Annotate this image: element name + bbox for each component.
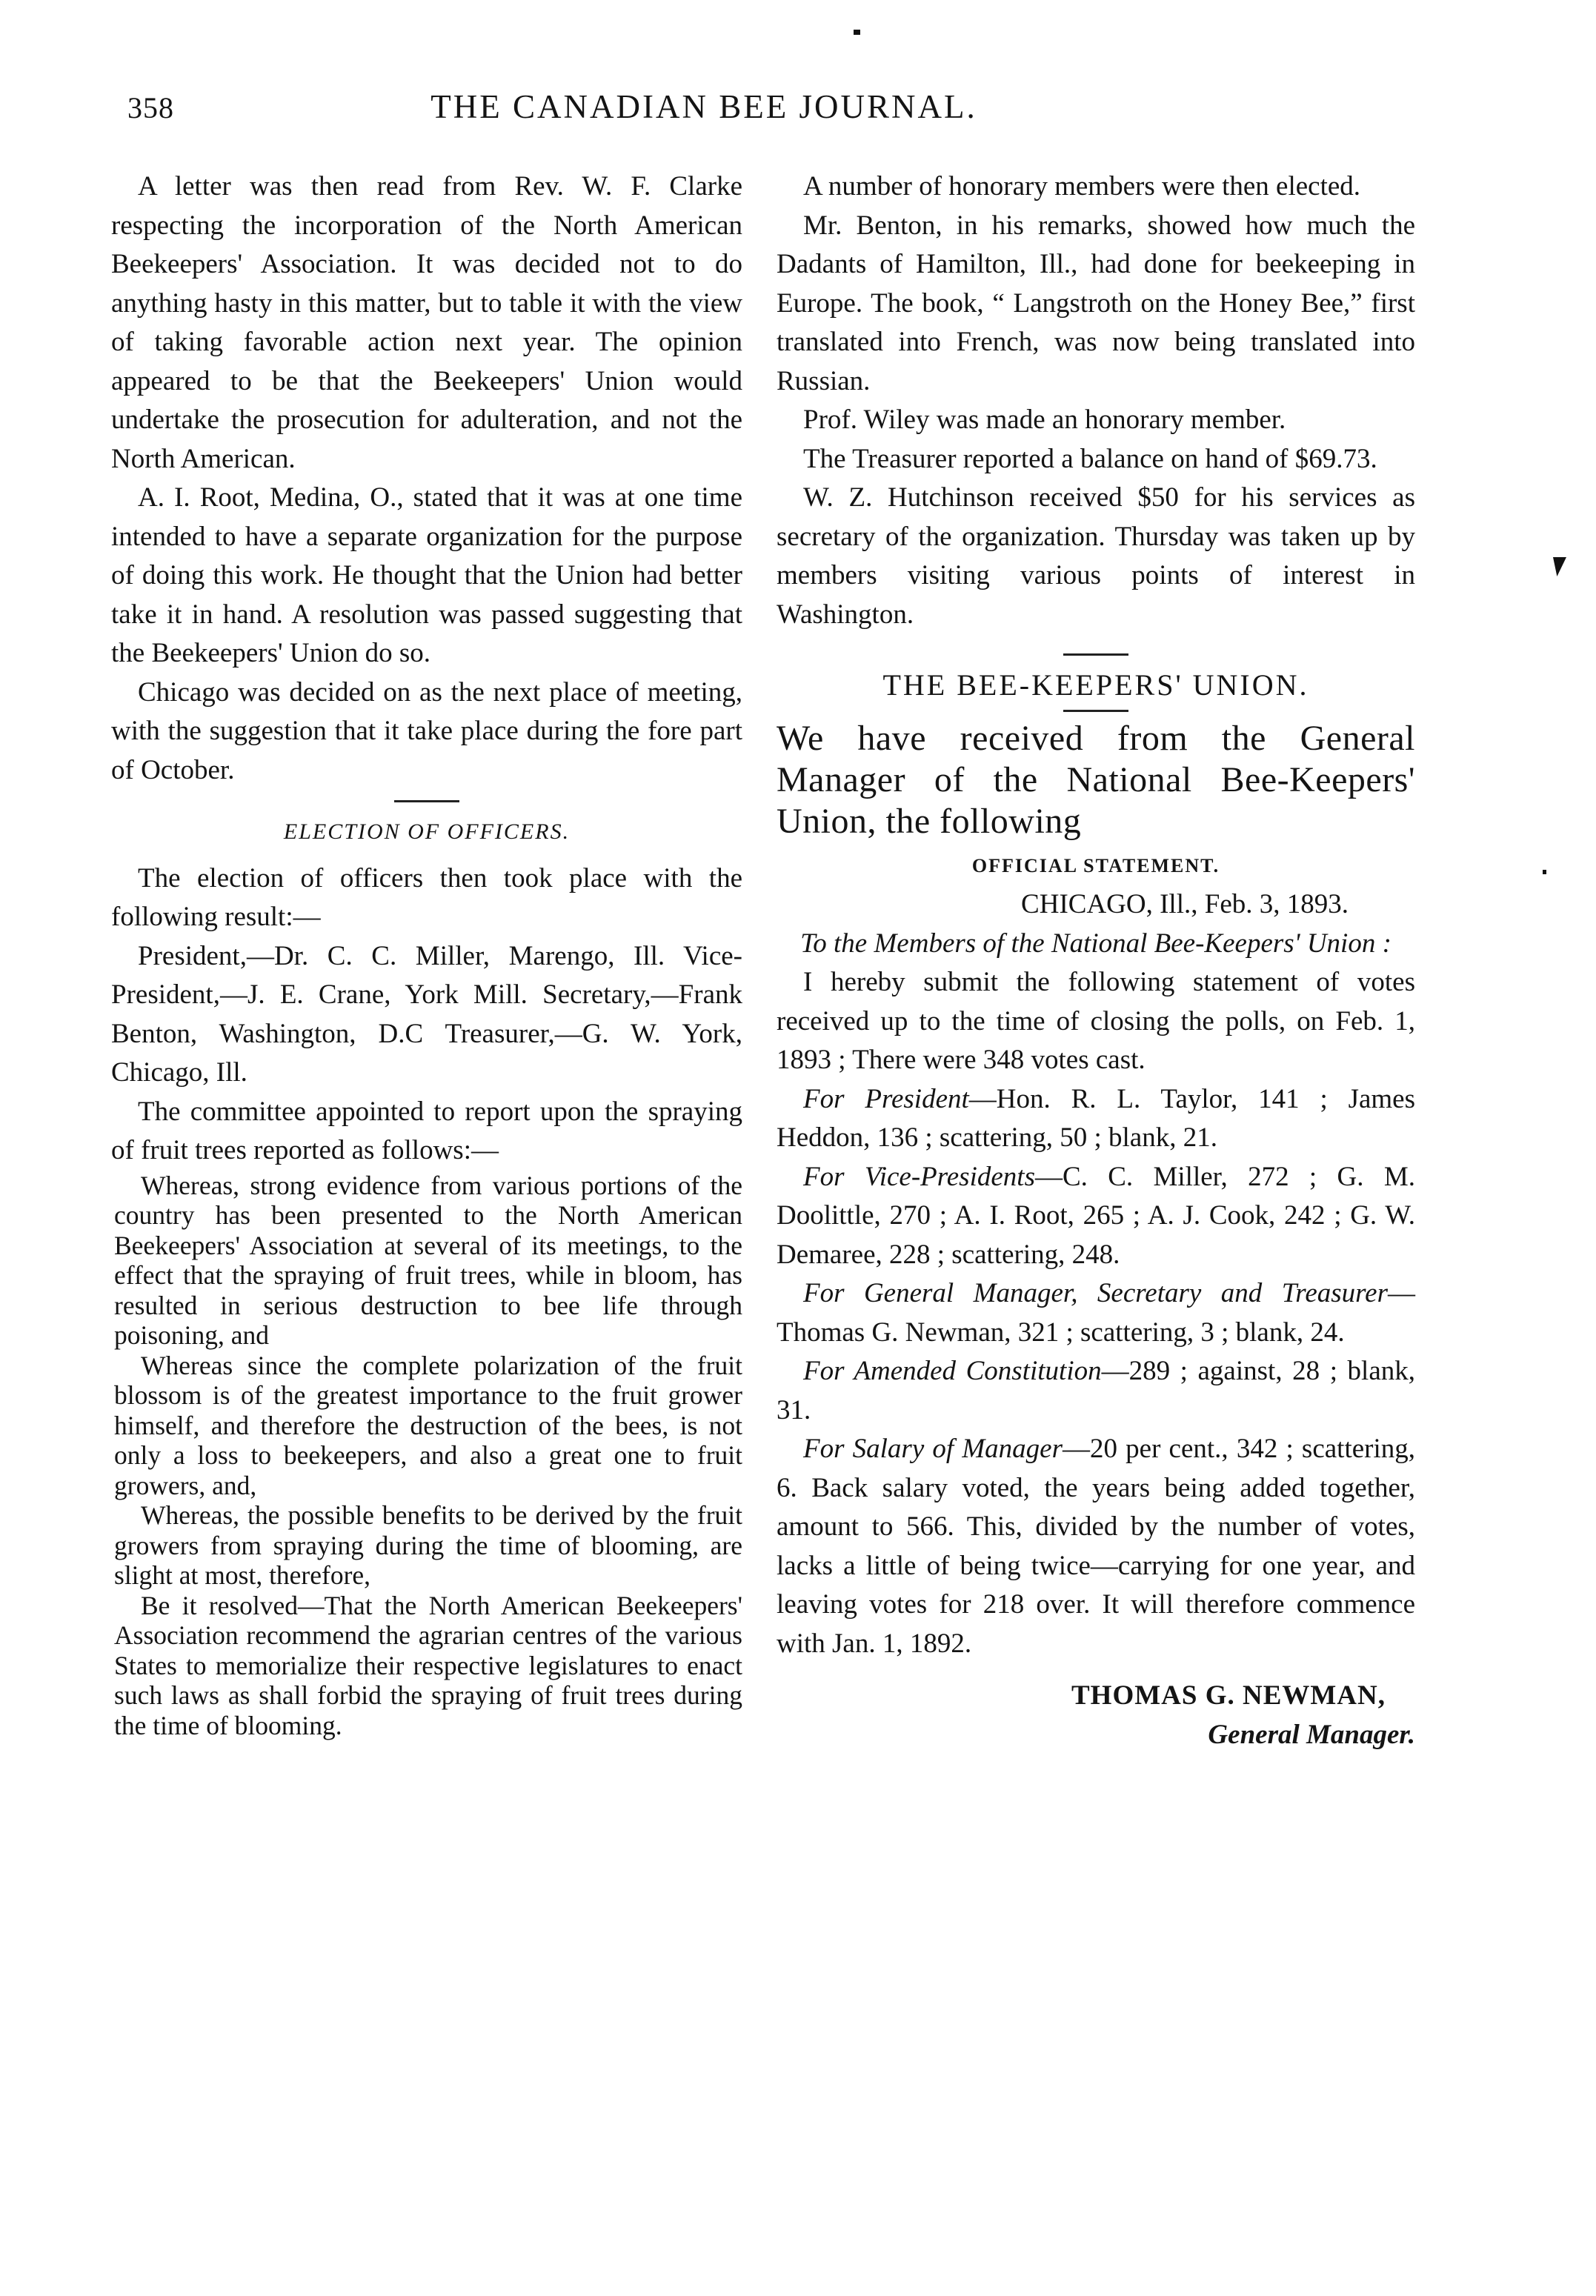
page-number: 358	[127, 91, 174, 124]
ink-speck	[854, 30, 860, 35]
vote-label: For President	[803, 1083, 969, 1114]
paragraph-treasurer: The Treasurer reported a balance on hand of $69.73.	[803, 443, 1377, 474]
paragraph-honorary-members: A number of honorary members were then elected.	[803, 171, 1361, 202]
union-intro: We have received from the General Manager of the National Bee-Keepers' Union, the following	[777, 718, 1415, 841]
vote-results: —Hon. R. L. Taylor, 141 ; James Heddon, 136 ; scattering, 50 ; blank, 21.	[777, 1083, 1416, 1153]
statement-salutation: To the Members of the National Bee-Keepers' Union :	[800, 928, 1391, 959]
section-divider	[394, 800, 459, 802]
paragraph-hutchinson: W. Z. Hutchinson received $50 for his services as secretary of the organization. Thursday was taken up by members visiting various points of interest in Washington.	[777, 482, 1415, 630]
vote-results: —289 ; against, 28 ; blank, 31.	[777, 1356, 1415, 1425]
statement-votes-cast: I hereby submit the following statement of votes received up to the time of closing the polls, on Feb. 1, 1893 ; There were 348 votes cast.	[777, 967, 1415, 1075]
left-column	[111, 167, 742, 1740]
resolution-clause-1: Whereas, strong evidence from various portions of the country has been presented to the North American Beekeepers' Association at several of its meetings, to the effect that the spraying of fruit trees, while in bloom, has resulted in serious destruction to bee life through poisoning, and	[114, 1170, 742, 1350]
paragraph-officers-list: President,—Dr. C. C. Miller, Marengo, Ill. Vice-President,—J. E. Crane, York Mill. Secretary,—Frank Benton, Washington, D.C Treasurer,—G. W. York, Chicago, Ill.	[111, 940, 742, 1088]
resolution-clause-3: Whereas, the possible benefits to be derived by the fruit growers from spraying during the time of blooming, are slight at most, therefore,	[114, 1500, 742, 1590]
vote-results: —20 per cent., 342 ; scattering, 6. Back salary voted, the years being added together, amount to 566. This, divided by the number of votes, lacks a little of being twice—carrying for one year, and leaving votes for 218 over. It will therefore commence with Jan. 1, 1892.	[777, 1434, 1415, 1659]
paragraph-clarke-letter: A letter was then read from Rev. W. F. Clarke respecting the incorporation of the North American Beekeepers' Association. It was decided not to do anything hasty in this matter, but to table it with the view of taking favorable action next year. The opinion appeared to be that the Beekeepers' Union would undertake the prosecution for adulteration, and not the North American.	[111, 171, 742, 474]
signer-title: General Manager.	[1208, 1719, 1415, 1750]
running-header: THE CANADIAN BEE JOURNAL.	[430, 88, 977, 125]
paragraph-root-statement: A. I. Root, Medina, O., stated that it was at one time intended to have a separate organization for the purpose of doing this work. He thought that the Union had better take it in hand. A resolution was passed suggesting that the Beekeepers' Union do so.	[111, 482, 742, 668]
official-statement-heading: OFFICIAL STATEMENT.	[971, 854, 1220, 876]
statement-dateline: CHICAGO, Ill., Feb. 3, 1893.	[1021, 889, 1349, 919]
paragraph-election-intro: The election of officers then took place with the following result:—	[111, 862, 742, 932]
signer-name: THOMAS G. NEWMAN,	[1071, 1680, 1386, 1711]
margin-arrow-mark	[1553, 557, 1566, 576]
section-divider	[1063, 710, 1128, 712]
statement-vice-president-votes	[777, 1158, 1415, 1275]
statement-president-votes	[777, 1080, 1415, 1158]
spraying-resolution	[114, 1171, 742, 1741]
right-column	[777, 167, 1415, 1754]
statement-constitution-votes	[777, 1352, 1415, 1430]
vote-label: For Vice-Presidents	[803, 1161, 1035, 1192]
vote-label: For Salary of Manager	[803, 1434, 1063, 1464]
union-section-title: THE BEE-KEEPERS' UNION.	[882, 668, 1309, 702]
paragraph-committee-report: The committee appointed to report upon the spraying of fruit trees reported as follows:—	[111, 1096, 742, 1165]
paragraph-next-meeting: Chicago was decided on as the next place of meeting, with the suggestion that it take place during the fore part of October.	[111, 676, 742, 785]
vote-label: For Amended Constitution	[803, 1356, 1102, 1386]
paragraph-benton-remarks: Mr. Benton, in his remarks, showed how much the Dadants of Hamilton, Ill., had done for beekeeping in Europe. The book, “ Langstroth on the Honey Bee,” first translated into French, was now being translated into Russian.	[777, 210, 1415, 396]
section-divider	[1063, 653, 1128, 656]
vote-label: For General Manager, Secretary and Treasurer	[803, 1278, 1388, 1308]
statement-salary-votes	[777, 1430, 1415, 1663]
ink-speck	[1543, 870, 1546, 874]
paragraph-wiley: Prof. Wiley was made an honorary member.	[803, 405, 1286, 435]
resolution-clause-2: Whereas since the complete polarization of the fruit blossom is of the greatest importance to the fruit grower himself, and therefore the destruction of the bees, is not only a loss to beekeepers, and also a great one to fruit growers, and,	[114, 1350, 742, 1500]
vote-results: —Thomas G. Newman, 321 ; scattering, 3 ; blank, 24.	[777, 1278, 1415, 1348]
vote-results: —C. C. Miller, 272 ; G. M. Doolittle, 270 ; A. I. Root, 265 ; A. J. Cook, 242 ; G. W. Demaree, 228 ; scattering, 248.	[777, 1161, 1415, 1270]
resolution-clause-4: Be it resolved—That the North American Beekeepers' Association recommend the agrarian centres of the various States to memorialize their respective legislatures to enact such laws as shall forbid the spraying of fruit trees during the time of blooming.	[114, 1590, 742, 1740]
statement-manager-votes	[777, 1274, 1415, 1352]
election-heading: ELECTION OF OFFICERS.	[283, 819, 571, 844]
